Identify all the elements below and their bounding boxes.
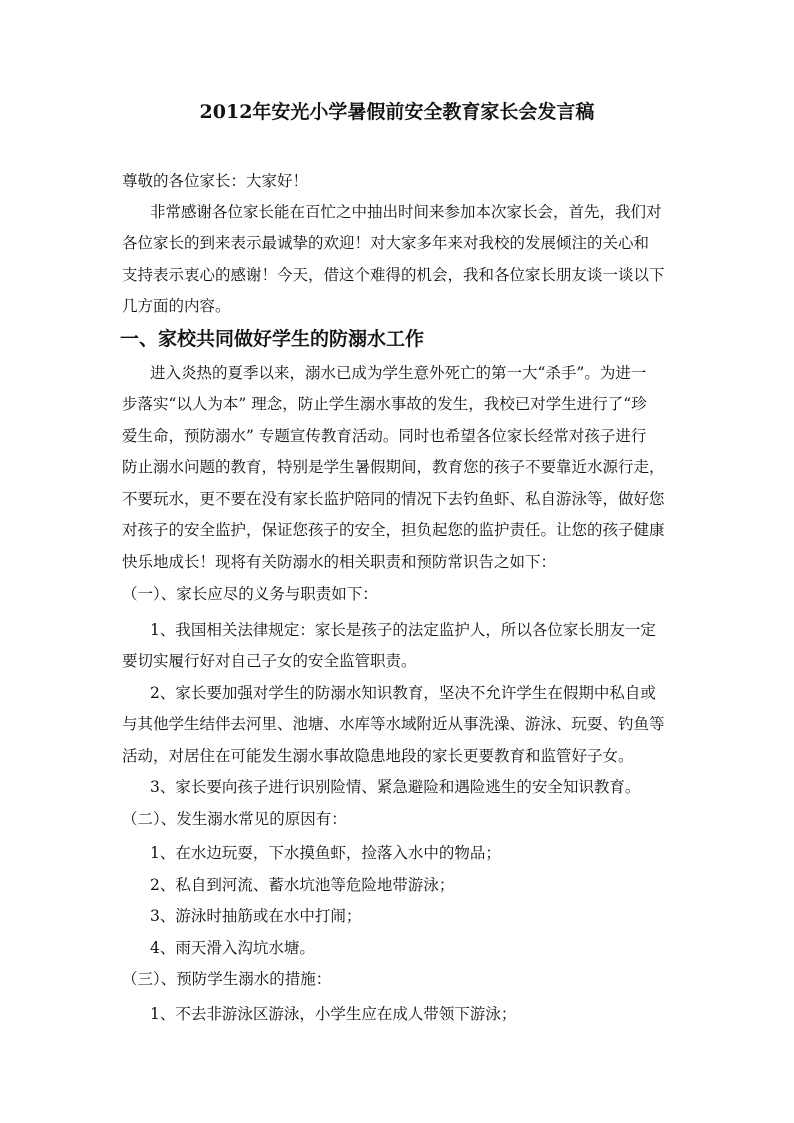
list-item: 活动，对居住在可能发生溺水事故隐患地段的家长更要教育和监管好子女。: [122, 747, 634, 765]
subsection-title: （三）、预防学生溺水的措施：: [122, 970, 332, 988]
body-line: 对孩子的安全监护，保证您孩子的安全，担负起您的监护责任。让您的孩子健康: [122, 521, 665, 539]
list-item: 3、家长要向孩子进行识别险情、紧急避险和遇险逃生的安全知识教育。: [150, 778, 641, 796]
body-line: 不要玩水，更不要在没有家长监护陪同的情况下去钓鱼虾、私自游泳等，做好您: [122, 490, 665, 508]
list-item: 2、私自到河流、蓄水坑池等危险地带游泳；: [150, 876, 455, 894]
list-item: 3、游泳时抽筋或在水中打闹；: [150, 907, 362, 925]
body-line: 防止溺水问题的教育，特别是学生暑假期间，教育您的孩子不要靠近水源行走，: [122, 458, 665, 476]
list-item: 与其他学生结伴去河里、池塘、水库等水域附近从事洗澡、游泳、玩耍、钓鱼等: [122, 715, 665, 733]
intro-line: 几方面的内容。: [122, 297, 231, 315]
list-item: 1、我国相关法律规定：家长是孩子的法定监护人，所以各位家长朋友一定: [150, 621, 656, 639]
greeting: 尊敬的各位家长：大家好！: [122, 172, 309, 190]
section-heading: 一、家校共同做好学生的防溺水工作: [120, 328, 425, 350]
document-title: 2012年安光小学暑假前安全教育家长会发言稿: [199, 101, 595, 123]
intro-line: 各位家长的到来表示最诚挚的欢迎！对大家多年来对我校的发展倾注的关心和: [122, 234, 650, 252]
body-line: 爱生命，预防溺水” 专题宣传教育活动。同时也希望各位家长经常对孩子进行: [122, 427, 647, 445]
body-line: 快乐地成长！现将有关防溺水的相关职责和预防常识告之如下：: [122, 553, 557, 571]
intro-line: 支持表示衷心的感谢！今天，借这个难得的机会，我和各位家长朋友谈一谈以下: [122, 266, 665, 284]
subsection-title: （二）、发生溺水常见的原因有：: [122, 810, 347, 828]
subsection-title: （一）、家长应尽的义务与职责如下：: [122, 585, 378, 603]
body-line: 进入炎热的夏季以来，溺水已成为学生意外死亡的第一大“杀手”。为进一: [150, 364, 647, 382]
list-item: 2、家长要加强对学生的防溺水知识教育，坚决不允许学生在假期中私自或: [150, 684, 656, 702]
body-line: 步落实“以人为本” 理念，防止学生溺水事故的发生，我校已对学生进行了“珍: [122, 395, 647, 413]
list-item: 1、不去非游泳区游泳，小学生应在成人带领下游泳；: [150, 1005, 517, 1023]
list-item: 要切实履行好对自己子女的安全监管职责。: [122, 652, 417, 670]
list-item: 1、在水边玩耍，下水摸鱼虾，捡落入水中的物品；: [150, 844, 501, 862]
list-item: 4、雨天滑入沟坑水塘。: [150, 939, 315, 957]
intro-line: 非常感谢各位家长能在百忙之中抽出时间来参加本次家长会，首先，我们对: [150, 203, 662, 221]
